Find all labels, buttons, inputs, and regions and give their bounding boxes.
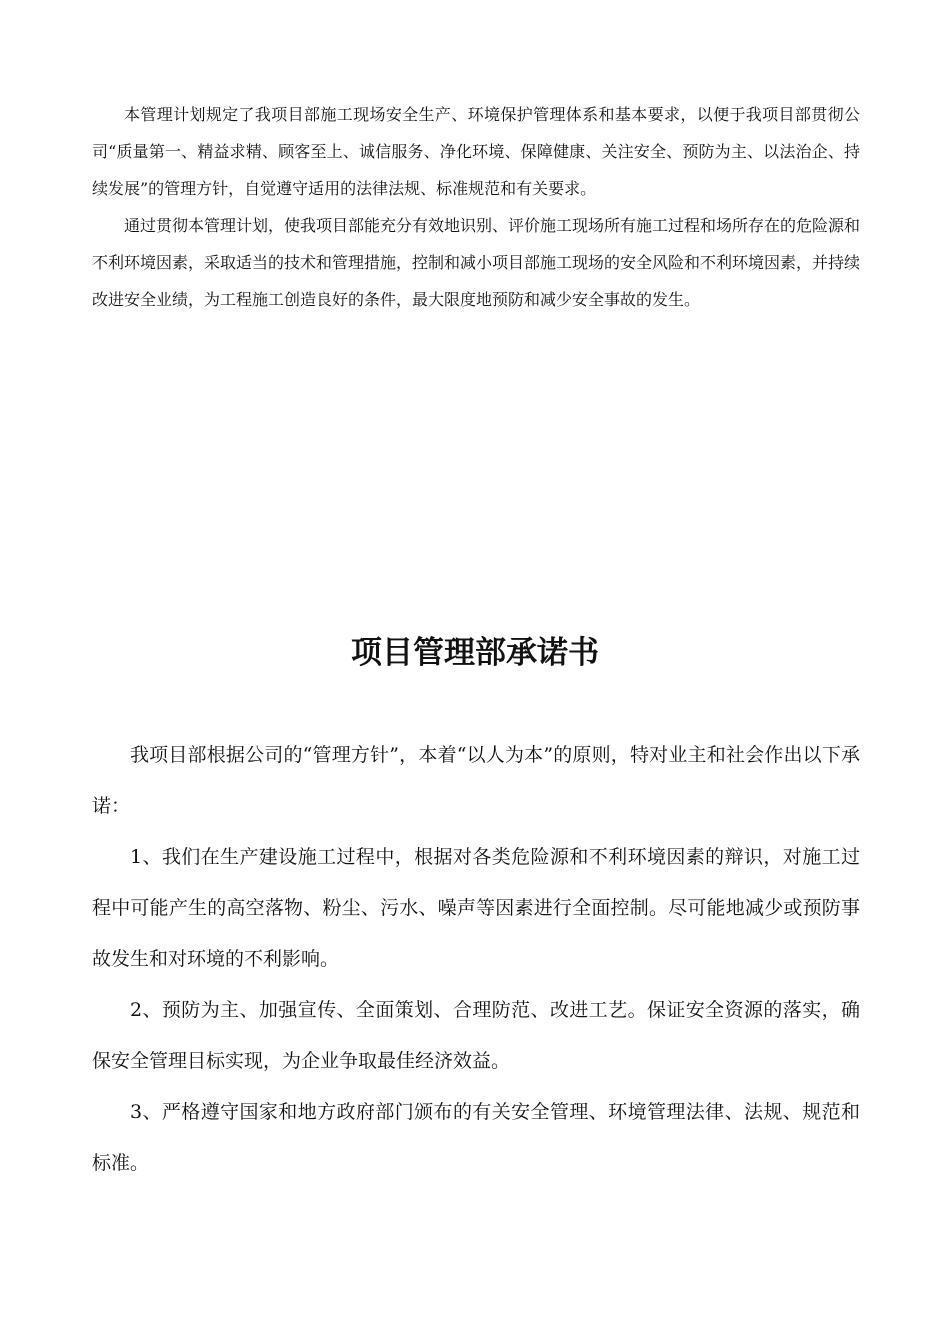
intro-paragraph-1: 本管理计划规定了我项目部施工现场安全生产、环境保护管理体系和基本要求，以便于我项目部贯彻公司“质量第一、精益求精、顾客至上、诚信服务、净化环境、保障健康、关注安全、预防为主、以法治企、持续发展”的管理方针，自觉遵守适用的法律法规、标准规范和有关要求。 xyxy=(92,105,860,198)
intro-section xyxy=(92,96,860,318)
commitment-item-1: 1、我们在生产建设施工过程中，根据对各类危险源和不利环境因素的辩识，对施工过程中可能产生的高空落物、粉尘、污水、噪声等因素进行全面控制。尽可能地减少或预防事故发生和对环境的不利影响。 xyxy=(92,846,860,970)
commitment-item-3: 3、严格遵守国家和地方政府部门颁布的有关安全管理、环境管理法律、法规、规范和标准。 xyxy=(92,1101,860,1174)
commitment-title: 项目管理部承诺书 xyxy=(351,635,599,671)
commitment-section xyxy=(92,730,860,1189)
commitment-item-2: 2、预防为主、加强宣传、全面策划、合理防范、改进工艺。保证安全资源的落实，确保安全管理目标实现，为企业争取最佳经济效益。 xyxy=(92,999,860,1072)
commitment-preamble: 我项目部根据公司的“管理方针”，本着“以人为本”的原则，特对业主和社会作出以下承诺： xyxy=(92,744,860,817)
intro-paragraph-2: 通过贯彻本管理计划，使我项目部能充分有效地识别、评价施工现场所有施工过程和场所存在的危险源和不利环境因素，采取适当的技术和管理措施，控制和减小项目部施工现场的安全风险和不利环境因素，并持续改进安全业绩，为工程施工创造良好的条件，最大限度地预防和减少安全事故的发生。 xyxy=(92,216,861,309)
